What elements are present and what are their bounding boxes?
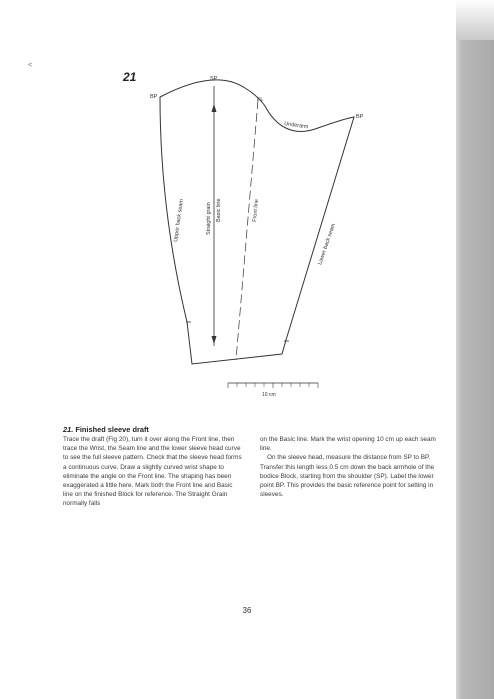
page-number: 36 bbox=[242, 606, 252, 615]
label-bp-left: BP bbox=[150, 94, 158, 100]
front-line bbox=[236, 100, 258, 360]
margin-mark: ˂ bbox=[28, 62, 33, 69]
grain-arrow-bottom bbox=[212, 336, 217, 344]
caption-title-text: Finished sleeve draft bbox=[75, 425, 149, 434]
caption-paragraph-right-1: on the Basic line. Mark the wrist opening 10 cm up each seam line. bbox=[260, 436, 436, 453]
label-straight-grain: Straight grain bbox=[206, 202, 212, 235]
scale-bar bbox=[228, 383, 318, 388]
label-fl: FL bbox=[257, 97, 264, 103]
caption-number: 21. bbox=[63, 425, 74, 434]
label-front-line: Front line bbox=[252, 198, 260, 223]
label-scale: 10 cm bbox=[262, 392, 276, 398]
caption-column-left bbox=[63, 435, 243, 509]
label-underarm: Underarm bbox=[283, 121, 309, 131]
label-basic-line: Basic line bbox=[216, 198, 222, 222]
figure-number: 21 bbox=[123, 70, 137, 84]
label-lower-back-seam: Lower back seam bbox=[317, 222, 337, 266]
label-upper-back-seam: Upper back seam bbox=[173, 198, 185, 243]
caption-paragraph-left: Trace the draft (Fig 20), turn it over along the Front line, then trace the Wrist, the Seam line and the lower sleeve head curve to see the full sleeve pattern. Check that the sleeve head forms a continuous curve. Draw a slightly curved wrist shape to eliminate the angle on the Front line. The shaping has been exaggerated a little here. Mark both the Front line and Basic line on the finished Block for reference. The Straight Grain normally falls bbox=[63, 436, 242, 508]
caption-title bbox=[63, 425, 149, 434]
label-sp: SP bbox=[210, 76, 218, 82]
grain-arrow-top bbox=[212, 104, 217, 112]
caption-column-right bbox=[260, 435, 446, 499]
caption-paragraph-right-2: On the sleeve head, measure the distance from SP to BP. Transfer this length less 0.5 cm down the back armhole of the bodice Block, starting from the shoulder (SP). Label the lower point BP. This provides the basic reference point for setting in sleeves. bbox=[260, 454, 435, 499]
label-bp-right: BP bbox=[356, 114, 364, 120]
